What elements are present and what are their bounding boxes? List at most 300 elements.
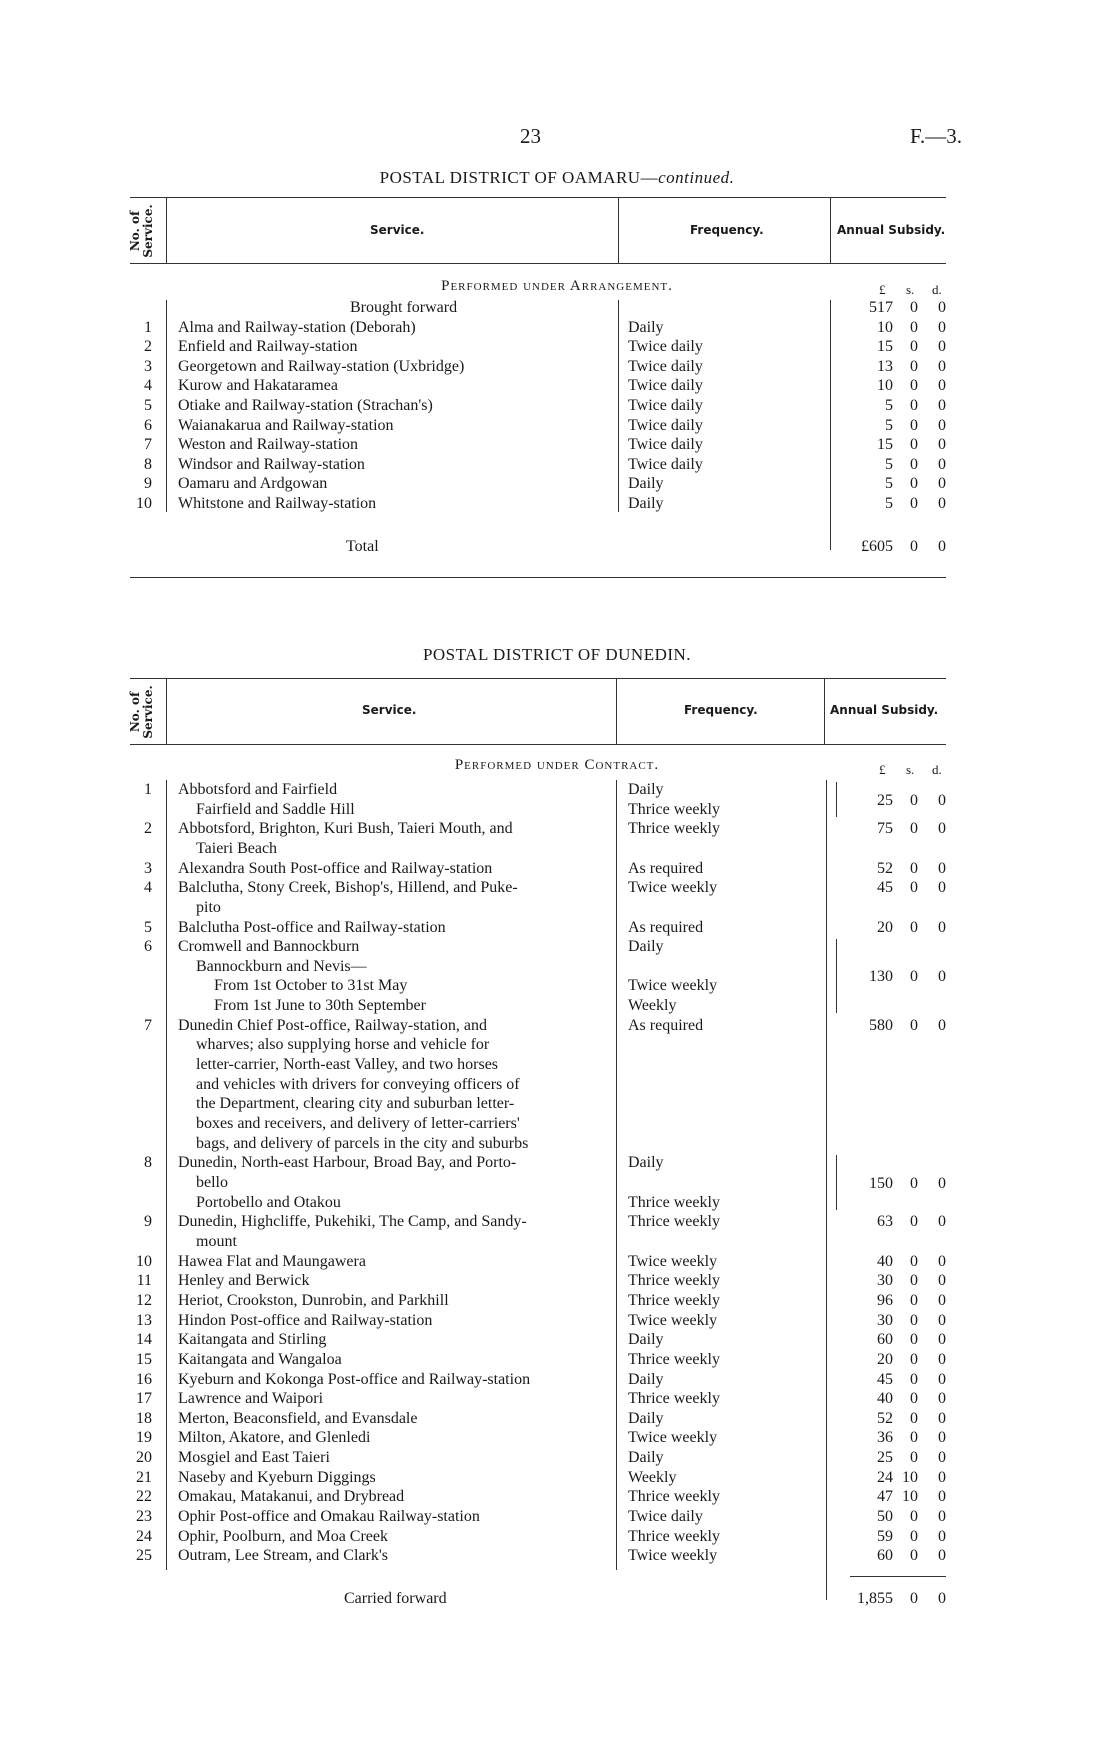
frequency: Twice daily [628,377,703,394]
table2-header-service: Service. [362,703,417,717]
amount-pence: 0 [938,1253,946,1270]
brought-forward-label: Brought forward [350,299,458,316]
amount-shillings: 0 [910,1429,918,1446]
service-name: Weston and Railway-station [178,436,359,453]
amount-pence: 0 [938,1272,946,1289]
amount-pounds: 25 [877,792,893,809]
table1-col-divider [830,197,831,263]
table1-header-frequency: Frequency. [690,223,764,237]
table-row [0,357,1114,376]
table-row-continuation [0,1134,1114,1153]
service-number: 16 [136,1371,152,1388]
pence-header: d. [932,282,942,297]
service-name: Omakau, Matakanui, and Drybread [178,1488,405,1505]
amount-pence: 0 [938,1390,946,1407]
amount-shillings: 0 [910,1292,918,1309]
amount-pounds: 52 [877,860,893,877]
shillings-header: s. [906,762,915,777]
frequency: Twice weekly [628,977,718,994]
table-row [0,1468,1114,1487]
total-label: Total [346,538,379,555]
amount-pence: 0 [938,338,946,355]
frequency: Twice weekly [628,1429,718,1446]
table-row [0,819,1114,838]
amount-shillings: 0 [910,538,918,555]
frequency: Thrice weekly [628,1272,720,1289]
table-row [0,1409,1114,1428]
amount-pounds: 60 [877,1331,893,1348]
service-name: Balclutha, Stony Creek, Bishop's, Hillend, and Puke- [178,879,518,896]
table-row-continuation [0,1035,1114,1054]
frequency: Thrice weekly [628,1528,720,1545]
service-name: Outram, Lee Stream, and Clark's [178,1547,388,1564]
table-row [0,416,1114,435]
service-name: Otiake and Railway-station (Strachan's) [178,397,433,414]
service-number: 12 [136,1292,152,1309]
table1-header-service: Service. [370,223,425,237]
amount-shillings: 0 [910,436,918,453]
service-number: 7 [144,1017,152,1034]
table-row [0,1546,1114,1565]
frequency: Thrice weekly [628,820,720,837]
service-name: Mosgiel and East Taieri [178,1449,330,1466]
table-row [0,376,1114,395]
amount-shillings: 0 [910,1508,918,1525]
amount-shillings: 0 [910,1253,918,1270]
amount-pence: 0 [938,919,946,936]
table-row [0,318,1114,337]
table-row [0,1311,1114,1330]
table2-header-frequency: Frequency. [684,703,758,717]
table-row-continuation [0,1055,1114,1074]
amount-pounds: 25 [877,1449,893,1466]
grouped-amount-row [0,791,1114,810]
amount-pence: 0 [938,1528,946,1545]
brought-forward-row [0,298,1114,317]
table-row [0,1291,1114,1310]
amount-pounds: 20 [877,1351,893,1368]
carried-forward-row [0,1589,1114,1608]
brace-line [836,782,837,817]
amount-pounds: 5 [885,417,893,434]
service-name: Oamaru and Ardgowan [178,475,328,492]
amount-shillings: 0 [910,820,918,837]
service-name: Kaitangata and Stirling [178,1331,327,1348]
amount-pounds: 10 [877,319,893,336]
amount-shillings: 0 [910,1547,918,1564]
amount-pence: 0 [938,1175,946,1192]
amount-pounds: 45 [877,1371,893,1388]
table1-top-rule [130,197,946,198]
amount-shillings: 0 [910,1590,918,1607]
service-name: Enfield and Railway-station [178,338,358,355]
table1-title [0,168,1114,188]
amount-shillings: 10 [902,1469,918,1486]
frequency: Thrice weekly [628,1194,720,1211]
service-number: 25 [136,1547,152,1564]
amount-pounds: 5 [885,475,893,492]
table1-col-divider [618,197,619,263]
amount-shillings: 0 [910,1312,918,1329]
sum-rule [850,1576,946,1577]
service-name: From 1st October to 31st May [214,977,408,994]
frequency: Twice daily [628,397,703,414]
service-name: boxes and receivers, and delivery of letter-carriers' [196,1115,520,1132]
amount-shillings: 0 [910,456,918,473]
amount-pence: 0 [938,1469,946,1486]
frequency: Daily [628,495,664,512]
amount-shillings: 0 [910,1449,918,1466]
service-number: 4 [144,879,152,896]
amount-pounds: 5 [885,495,893,512]
table-row [0,1252,1114,1271]
frequency: Twice daily [628,338,703,355]
page-number: 23 [520,124,541,148]
amount-pence: 0 [938,299,946,316]
table-row [0,918,1114,937]
frequency: Daily [628,1331,664,1348]
service-name: wharves; also supplying horse and vehicle for [196,1036,490,1053]
amount-shillings: 0 [910,1175,918,1192]
service-name: pito [196,899,221,916]
service-number: 5 [144,919,152,936]
table1-bottom-rule [130,577,946,578]
service-name: Fairfield and Saddle Hill [196,801,355,818]
service-name: Kurow and Hakataramea [178,377,338,394]
amount-shillings: 0 [910,1390,918,1407]
service-name: Ophir, Poolburn, and Moa Creek [178,1528,388,1545]
table1-section-heading: Performed under Arrangement. [441,278,673,294]
amount-pence: 0 [938,1488,946,1505]
frequency: Daily [628,1154,664,1171]
amount-pence: 0 [938,968,946,985]
amount-pounds: 24 [877,1469,893,1486]
frequency: Daily [628,319,664,336]
service-name: Balclutha Post-office and Railway-station [178,919,446,936]
carried-forward-label: Carried forward [344,1590,447,1607]
table-row [0,396,1114,415]
amount-pounds: 47 [877,1488,893,1505]
pounds-header: £ [879,762,886,777]
amount-pounds: 59 [877,1528,893,1545]
frequency: Twice weekly [628,879,718,896]
service-number: 23 [136,1508,152,1525]
service-name: Alexandra South Post-office and Railway-station [178,860,493,877]
table2-section-heading: Performed under Contract. [454,757,660,773]
amount-pence: 0 [938,1371,946,1388]
amount-shillings: 0 [910,495,918,512]
frequency: Thrice weekly [628,1351,720,1368]
amount-pounds: 36 [877,1429,893,1446]
amount-pounds: 580 [869,1017,893,1034]
amount-pounds: 5 [885,397,893,414]
frequency: Daily [628,1371,664,1388]
service-number: 3 [144,860,152,877]
grouped-amount-row [0,1174,1114,1193]
amount-pounds: 96 [877,1292,893,1309]
frequency: Daily [628,938,664,955]
amount-pence: 0 [938,417,946,434]
table-row [0,1271,1114,1290]
amount-shillings: 0 [910,1528,918,1545]
service-name: Kyeburn and Kokonga Post-office and Railway-station [178,1371,531,1388]
table-row [0,1330,1114,1349]
amount-pence: 0 [938,860,946,877]
amount-shillings: 0 [910,792,918,809]
table-row [0,1448,1114,1467]
service-name: Abbotsford, Brighton, Kuri Bush, Taieri Mouth, and [178,820,513,837]
frequency: Weekly [628,997,677,1014]
table2-title: POSTAL DISTRICT OF DUNEDIN. [422,645,692,664]
amount-shillings: 0 [910,968,918,985]
amount-pounds: 52 [877,1410,893,1427]
amount-pence: 0 [938,1213,946,1230]
amount-shillings: 0 [910,1272,918,1289]
table2-header-subsidy: Annual Subsidy. [830,703,939,717]
table-row [0,1527,1114,1546]
table2-col-divider [824,678,825,744]
amount-pounds: 517 [869,299,893,316]
service-number: 6 [144,938,152,955]
frequency: Daily [628,1449,664,1466]
amount-pounds: 40 [877,1390,893,1407]
amount-shillings: 0 [910,1213,918,1230]
amount-pence: 0 [938,792,946,809]
frequency: Daily [628,781,664,798]
table2-header-rule [130,744,946,745]
service-number: 5 [144,397,152,414]
grouped-amount-row [0,967,1114,986]
table-row [0,1370,1114,1389]
amount-shillings: 0 [910,377,918,394]
service-name: bags, and delivery of parcels in the city and suburbs [196,1135,529,1152]
service-number: 10 [136,495,152,512]
amount-pence: 0 [938,1312,946,1329]
service-name: Cromwell and Bannockburn [178,938,360,955]
pounds-header: £ [879,282,886,297]
table-row-continuation [0,1114,1114,1133]
service-name: mount [196,1233,237,1250]
amount-shillings: 0 [910,338,918,355]
table-row-continuation [0,1094,1114,1113]
amount-pounds: 60 [877,1547,893,1564]
service-number: 2 [144,820,152,837]
table-row [0,1389,1114,1408]
total-row [0,537,1114,556]
amount-pounds: 15 [877,436,893,453]
pence-header: d. [932,762,942,777]
amount-pence: 0 [938,1410,946,1427]
amount-pence: 0 [938,1547,946,1564]
amount-pence: 0 [938,475,946,492]
brace-line [836,1155,837,1210]
service-number: 24 [136,1528,152,1545]
amount-pence: 0 [938,1590,946,1607]
table-row-continuation [0,1232,1114,1251]
service-name: and vehicles with drivers for conveying officers of [196,1076,520,1093]
amount-pence: 0 [938,397,946,414]
amount-pence: 0 [938,495,946,512]
frequency: Thrice weekly [628,1213,720,1230]
table-row [0,337,1114,356]
service-name: Portobello and Otakou [196,1194,341,1211]
amount-pounds: 30 [877,1272,893,1289]
service-number: 1 [144,319,152,336]
service-name: Dunedin Chief Post-office, Railway-station, and [178,1017,487,1034]
service-number: 14 [136,1331,152,1348]
table2-header-no: No. of Service. [128,685,155,739]
amount-pence: 0 [938,377,946,394]
amount-shillings: 0 [910,1331,918,1348]
service-name: Lawrence and Waipori [178,1390,324,1407]
amount-pence: 0 [938,1331,946,1348]
amount-shillings: 0 [910,358,918,375]
service-number: 8 [144,1154,152,1171]
service-name: From 1st June to 30th September [214,997,426,1014]
table-row [0,435,1114,454]
amount-pounds: 20 [877,919,893,936]
amount-pence: 0 [938,879,946,896]
frequency: As required [628,1017,704,1034]
table-row [0,878,1114,897]
table1-title-text: POSTAL DISTRICT OF OAMARU— [379,168,659,187]
table-row-continuation [0,1193,1114,1212]
amount-pounds: 1,855 [857,1590,893,1607]
amount-pounds: 40 [877,1253,893,1270]
amount-pence: 0 [938,1449,946,1466]
table-row [0,455,1114,474]
service-number: 2 [144,338,152,355]
amount-shillings: 0 [910,319,918,336]
amount-pence: 0 [938,1508,946,1525]
frequency: Twice weekly [628,1312,718,1329]
service-name: Merton, Beaconsfield, and Evansdale [178,1410,418,1427]
service-name: Naseby and Kyeburn Diggings [178,1469,376,1486]
amount-shillings: 0 [910,417,918,434]
service-name: bello [196,1174,228,1191]
service-number: 9 [144,1213,152,1230]
service-name: Hawea Flat and Maungawera [178,1253,366,1270]
service-name: Milton, Akatore, and Glenledi [178,1429,371,1446]
amount-pounds: 150 [869,1175,893,1192]
table-row [0,1428,1114,1447]
amount-pounds: 50 [877,1508,893,1525]
service-name: the Department, clearing city and suburban letter- [196,1095,515,1112]
amount-pence: 0 [938,456,946,473]
service-name: Dunedin, North-east Harbour, Broad Bay, and Porto- [178,1154,517,1171]
table1-title-suffix: continued. [658,168,735,187]
table2-col-divider [616,678,617,744]
table-row [0,1487,1114,1506]
amount-shillings: 0 [910,1371,918,1388]
service-name: letter-carrier, North-east Valley, and two horses [196,1056,499,1073]
table1-header-rule [130,263,946,264]
table-row [0,1016,1114,1035]
service-number: 10 [136,1253,152,1270]
amount-shillings: 0 [910,397,918,414]
frequency: Daily [628,1410,664,1427]
amount-pounds: 13 [877,358,893,375]
service-number: 17 [136,1390,152,1407]
table-row-continuation [0,839,1114,858]
table-row-continuation [0,898,1114,917]
service-name: Bannockburn and Nevis— [196,958,367,975]
service-number: 15 [136,1351,152,1368]
amount-pounds: 15 [877,338,893,355]
service-name: Alma and Railway-station (Deborah) [178,319,416,336]
shillings-header: s. [906,282,915,297]
amount-pence: 0 [938,1429,946,1446]
amount-pence: 0 [938,436,946,453]
service-name: Georgetown and Railway-station (Uxbridge) [178,358,465,375]
service-name: Taieri Beach [196,840,278,857]
table-row [0,1153,1114,1172]
amount-pence: 0 [938,1351,946,1368]
frequency: Thrice weekly [628,801,720,818]
frequency: Twice weekly [628,1547,718,1564]
table1-col-divider [166,197,167,263]
service-number: 8 [144,456,152,473]
frequency: Twice daily [628,417,703,434]
service-number: 6 [144,417,152,434]
frequency: As required [628,919,704,936]
table-row [0,494,1114,513]
frequency: As required [628,860,704,877]
amount-shillings: 0 [910,475,918,492]
frequency: Daily [628,475,664,492]
service-number: 11 [136,1272,152,1289]
service-number: 7 [144,436,152,453]
amount-pounds: £605 [861,538,893,555]
amount-pounds: 130 [869,968,893,985]
table1-header-no: No. of Service. [128,204,155,258]
service-name: Abbotsford and Fairfield [178,781,338,798]
service-number: 1 [144,781,152,798]
service-number: 3 [144,358,152,375]
amount-shillings: 0 [910,1410,918,1427]
frequency: Thrice weekly [628,1488,720,1505]
amount-pounds: 30 [877,1312,893,1329]
service-name: Windsor and Railway-station [178,456,365,473]
service-number: 22 [136,1488,152,1505]
service-number: 19 [136,1429,152,1446]
service-name: Heriot, Crookston, Dunrobin, and Parkhill [178,1292,449,1309]
amount-pence: 0 [938,1017,946,1034]
service-number: 13 [136,1312,152,1329]
service-name: Hindon Post-office and Railway-station [178,1312,433,1329]
amount-shillings: 10 [902,1488,918,1505]
amount-shillings: 0 [910,1351,918,1368]
service-number: 4 [144,377,152,394]
table-row [0,1350,1114,1369]
service-number: 9 [144,475,152,492]
frequency: Weekly [628,1469,677,1486]
amount-pence: 0 [938,820,946,837]
amount-shillings: 0 [910,879,918,896]
table2-col-divider [166,678,167,744]
amount-shillings: 0 [910,860,918,877]
table1-header-subsidy: Annual Subsidy. [837,223,946,237]
service-name: Waianakarua and Railway-station [178,417,394,434]
table-row [0,474,1114,493]
service-number: 20 [136,1449,152,1466]
service-name: Henley and Berwick [178,1272,310,1289]
service-name: Dunedin, Highcliffe, Pukehiki, The Camp, and Sandy- [178,1213,527,1230]
service-name: Kaitangata and Wangaloa [178,1351,342,1368]
frequency: Thrice weekly [628,1390,720,1407]
table-row [0,859,1114,878]
table-row [0,1507,1114,1526]
